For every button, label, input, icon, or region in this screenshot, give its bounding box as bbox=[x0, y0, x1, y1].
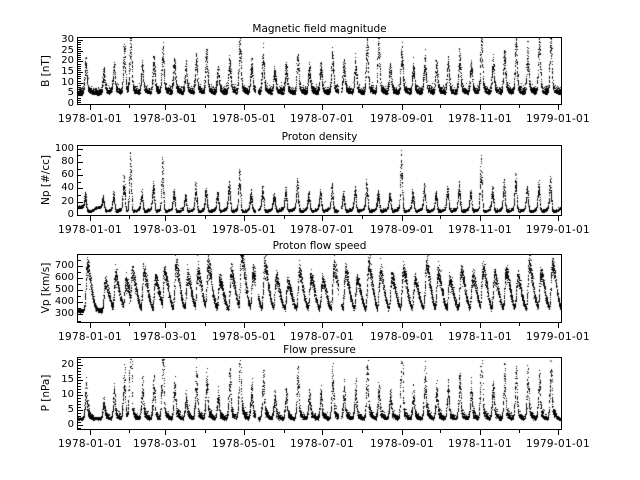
y-minor-tick bbox=[78, 66, 81, 67]
y-minor-tick bbox=[78, 413, 81, 414]
x-major-tick bbox=[244, 323, 245, 328]
y-tick-label: 80 bbox=[61, 156, 74, 167]
y-major-tick bbox=[78, 61, 83, 62]
x-minor-tick bbox=[440, 323, 441, 326]
x-minor-tick bbox=[440, 216, 441, 219]
y-tick-label: 15 bbox=[61, 374, 74, 385]
x-major-tick bbox=[558, 105, 559, 110]
y-minor-tick bbox=[78, 81, 81, 82]
y-tick-label: 0 bbox=[67, 419, 74, 430]
x-tick-label: 1978-07-01 bbox=[289, 438, 355, 450]
y-minor-tick bbox=[78, 416, 81, 417]
x-minor-tick bbox=[519, 105, 520, 108]
x-minor-tick bbox=[129, 216, 130, 219]
y-major-tick bbox=[78, 40, 83, 41]
x-minor-tick bbox=[205, 216, 206, 219]
x-tick-label: 1978-03-01 bbox=[132, 438, 198, 450]
y-major-tick bbox=[78, 175, 83, 176]
x-minor-tick bbox=[440, 430, 441, 433]
y-major-tick bbox=[78, 72, 83, 73]
y-minor-tick bbox=[78, 208, 81, 209]
y-major-tick bbox=[78, 202, 83, 203]
y-major-tick bbox=[78, 93, 83, 94]
y-major-tick bbox=[78, 302, 83, 303]
y-major-tick bbox=[78, 278, 83, 279]
y-axis-label-np: Np [#/cc] bbox=[40, 155, 52, 205]
x-tick-label: 1978-03-01 bbox=[132, 113, 198, 125]
x-major-tick bbox=[90, 430, 91, 435]
y-tick-label: 5 bbox=[67, 87, 74, 98]
x-major-tick bbox=[322, 323, 323, 328]
y-axis-label-vp: Vp [km/s] bbox=[40, 262, 52, 314]
y-tick-label: 20 bbox=[61, 359, 74, 370]
scatter-canvas-p bbox=[78, 358, 561, 429]
x-minor-tick bbox=[519, 323, 520, 326]
x-minor-tick bbox=[284, 323, 285, 326]
y-minor-tick bbox=[78, 64, 81, 65]
x-major-tick bbox=[165, 105, 166, 110]
y-minor-tick bbox=[78, 95, 81, 96]
y-major-tick bbox=[78, 425, 83, 426]
y-tick-label: 600 bbox=[54, 272, 74, 283]
x-major-tick bbox=[322, 216, 323, 221]
x-tick-label: 1979-01-01 bbox=[525, 331, 591, 343]
scatter-canvas-b bbox=[78, 38, 561, 104]
x-tick-label: 1978-03-01 bbox=[132, 224, 198, 236]
panel-proton-density bbox=[77, 145, 562, 216]
x-major-tick bbox=[480, 430, 481, 435]
x-major-tick bbox=[480, 216, 481, 221]
x-major-tick bbox=[558, 430, 559, 435]
x-minor-tick bbox=[519, 216, 520, 219]
x-minor-tick bbox=[362, 323, 363, 326]
y-minor-tick bbox=[78, 386, 81, 387]
x-tick-label: 1978-09-01 bbox=[369, 438, 435, 450]
x-tick-label: 1978-11-01 bbox=[447, 438, 513, 450]
y-minor-tick bbox=[78, 57, 81, 58]
x-minor-tick bbox=[362, 216, 363, 219]
y-tick-label: 500 bbox=[54, 284, 74, 295]
x-minor-tick bbox=[519, 430, 520, 433]
y-major-tick bbox=[78, 104, 83, 105]
x-minor-tick bbox=[362, 430, 363, 433]
y-axis-label-p: P [nPa] bbox=[40, 374, 52, 412]
x-major-tick bbox=[558, 216, 559, 221]
y-minor-tick bbox=[78, 284, 81, 285]
y-minor-tick bbox=[78, 155, 81, 156]
y-minor-tick bbox=[78, 78, 81, 79]
x-tick-label: 1979-01-01 bbox=[525, 113, 591, 125]
y-major-tick bbox=[78, 149, 83, 150]
y-tick-label: 30 bbox=[61, 34, 74, 45]
x-tick-label: 1978-01-01 bbox=[57, 331, 123, 343]
y-tick-label: 25 bbox=[61, 45, 74, 56]
y-minor-tick bbox=[78, 260, 81, 261]
y-minor-tick bbox=[78, 359, 81, 360]
y-minor-tick bbox=[78, 49, 81, 50]
y-minor-tick bbox=[78, 368, 81, 369]
x-tick-label: 1978-07-01 bbox=[289, 224, 355, 236]
y-tick-label: 0 bbox=[67, 209, 74, 220]
y-minor-tick bbox=[78, 371, 81, 372]
y-minor-tick bbox=[78, 419, 81, 420]
x-tick-label: 1978-05-01 bbox=[211, 438, 277, 450]
x-major-tick bbox=[558, 323, 559, 328]
x-minor-tick bbox=[284, 430, 285, 433]
y-tick-label: 60 bbox=[61, 169, 74, 180]
x-tick-label: 1978-09-01 bbox=[369, 331, 435, 343]
y-minor-tick bbox=[78, 74, 81, 75]
y-tick-label: 10 bbox=[61, 77, 74, 88]
x-tick-label: 1978-01-01 bbox=[57, 113, 123, 125]
panel-title-proton-flow-speed: Proton flow speed bbox=[272, 240, 367, 252]
x-tick-label: 1979-01-01 bbox=[525, 224, 591, 236]
y-minor-tick bbox=[78, 169, 81, 170]
y-minor-tick bbox=[78, 195, 81, 196]
y-tick-label: 20 bbox=[61, 196, 74, 207]
x-minor-tick bbox=[129, 105, 130, 108]
y-minor-tick bbox=[78, 392, 81, 393]
y-major-tick bbox=[78, 380, 83, 381]
y-tick-label: 20 bbox=[61, 55, 74, 66]
y-minor-tick bbox=[78, 407, 81, 408]
y-major-tick bbox=[78, 266, 83, 267]
y-minor-tick bbox=[78, 87, 81, 88]
y-minor-tick bbox=[78, 321, 81, 322]
y-major-tick bbox=[78, 365, 83, 366]
x-minor-tick bbox=[440, 105, 441, 108]
scatter-canvas-np bbox=[78, 146, 561, 215]
x-tick-label: 1978-09-01 bbox=[369, 224, 435, 236]
y-minor-tick bbox=[78, 44, 81, 45]
panel-title-flow-pressure: Flow pressure bbox=[283, 344, 356, 356]
y-minor-tick bbox=[78, 428, 81, 429]
y-minor-tick bbox=[78, 308, 81, 309]
y-minor-tick bbox=[78, 89, 81, 90]
y-tick-label: 40 bbox=[61, 182, 74, 193]
y-minor-tick bbox=[78, 102, 81, 103]
y-minor-tick bbox=[78, 377, 81, 378]
y-tick-label: 10 bbox=[61, 389, 74, 400]
x-tick-label: 1978-01-01 bbox=[57, 224, 123, 236]
x-minor-tick bbox=[205, 105, 206, 108]
x-tick-label: 1978-11-01 bbox=[447, 113, 513, 125]
y-minor-tick bbox=[78, 404, 81, 405]
y-minor-tick bbox=[78, 389, 81, 390]
x-major-tick bbox=[90, 105, 91, 110]
x-major-tick bbox=[244, 105, 245, 110]
x-tick-label: 1978-05-01 bbox=[211, 331, 277, 343]
y-minor-tick bbox=[78, 55, 81, 56]
y-minor-tick bbox=[78, 272, 81, 273]
y-minor-tick bbox=[78, 91, 81, 92]
x-tick-label: 1978-03-01 bbox=[132, 331, 198, 343]
y-tick-label: 5 bbox=[67, 404, 74, 415]
x-tick-label: 1978-09-01 bbox=[369, 113, 435, 125]
y-major-tick bbox=[78, 162, 83, 163]
panel-proton-flow-speed bbox=[77, 254, 562, 323]
y-major-tick bbox=[78, 51, 83, 52]
x-major-tick bbox=[480, 105, 481, 110]
y-minor-tick bbox=[78, 47, 81, 48]
x-tick-label: 1978-01-01 bbox=[57, 438, 123, 450]
y-minor-tick bbox=[78, 68, 81, 69]
y-tick-label: 400 bbox=[54, 296, 74, 307]
y-minor-tick bbox=[78, 374, 81, 375]
y-major-tick bbox=[78, 83, 83, 84]
x-major-tick bbox=[402, 105, 403, 110]
y-tick-label: 0 bbox=[67, 98, 74, 109]
y-minor-tick bbox=[78, 398, 81, 399]
panel-flow-pressure bbox=[77, 357, 562, 430]
x-tick-label: 1978-11-01 bbox=[447, 331, 513, 343]
y-minor-tick bbox=[78, 422, 81, 423]
panel-title-magnetic-field: Magnetic field magnitude bbox=[252, 23, 387, 35]
x-major-tick bbox=[322, 105, 323, 110]
panel-title-proton-density: Proton density bbox=[281, 131, 358, 143]
y-tick-label: 15 bbox=[61, 66, 74, 77]
x-major-tick bbox=[402, 216, 403, 221]
x-minor-tick bbox=[284, 216, 285, 219]
x-major-tick bbox=[165, 430, 166, 435]
y-minor-tick bbox=[78, 100, 81, 101]
x-major-tick bbox=[90, 216, 91, 221]
x-major-tick bbox=[322, 430, 323, 435]
y-minor-tick bbox=[78, 53, 81, 54]
y-minor-tick bbox=[78, 401, 81, 402]
y-major-tick bbox=[78, 188, 83, 189]
x-minor-tick bbox=[284, 105, 285, 108]
x-minor-tick bbox=[205, 430, 206, 433]
y-tick-label: 700 bbox=[54, 260, 74, 271]
y-minor-tick bbox=[78, 383, 81, 384]
x-major-tick bbox=[165, 323, 166, 328]
y-minor-tick bbox=[78, 98, 81, 99]
y-minor-tick bbox=[78, 296, 81, 297]
x-minor-tick bbox=[362, 105, 363, 108]
x-tick-label: 1979-01-01 bbox=[525, 438, 591, 450]
y-major-tick bbox=[78, 290, 83, 291]
y-major-tick bbox=[78, 215, 83, 216]
y-major-tick bbox=[78, 410, 83, 411]
y-minor-tick bbox=[78, 182, 81, 183]
y-major-tick bbox=[78, 314, 83, 315]
x-major-tick bbox=[244, 430, 245, 435]
x-tick-label: 1978-05-01 bbox=[211, 113, 277, 125]
x-major-tick bbox=[480, 323, 481, 328]
x-tick-label: 1978-11-01 bbox=[447, 224, 513, 236]
panel-magnetic-field bbox=[77, 37, 562, 105]
y-tick-label: 100 bbox=[54, 143, 74, 154]
y-minor-tick bbox=[78, 362, 81, 363]
x-major-tick bbox=[402, 430, 403, 435]
y-minor-tick bbox=[78, 59, 81, 60]
x-major-tick bbox=[90, 323, 91, 328]
y-minor-tick bbox=[78, 42, 81, 43]
x-minor-tick bbox=[129, 323, 130, 326]
x-tick-label: 1978-07-01 bbox=[289, 113, 355, 125]
y-minor-tick bbox=[78, 76, 81, 77]
y-tick-label: 300 bbox=[54, 308, 74, 319]
x-tick-label: 1978-07-01 bbox=[289, 331, 355, 343]
y-minor-tick bbox=[78, 70, 81, 71]
x-major-tick bbox=[402, 323, 403, 328]
y-major-tick bbox=[78, 395, 83, 396]
y-axis-label-b: B [nT] bbox=[40, 55, 52, 87]
x-tick-label: 1978-05-01 bbox=[211, 224, 277, 236]
x-minor-tick bbox=[205, 323, 206, 326]
x-minor-tick bbox=[129, 430, 130, 433]
scatter-canvas-vp bbox=[78, 255, 561, 322]
x-major-tick bbox=[165, 216, 166, 221]
y-minor-tick bbox=[78, 85, 81, 86]
x-major-tick bbox=[244, 216, 245, 221]
